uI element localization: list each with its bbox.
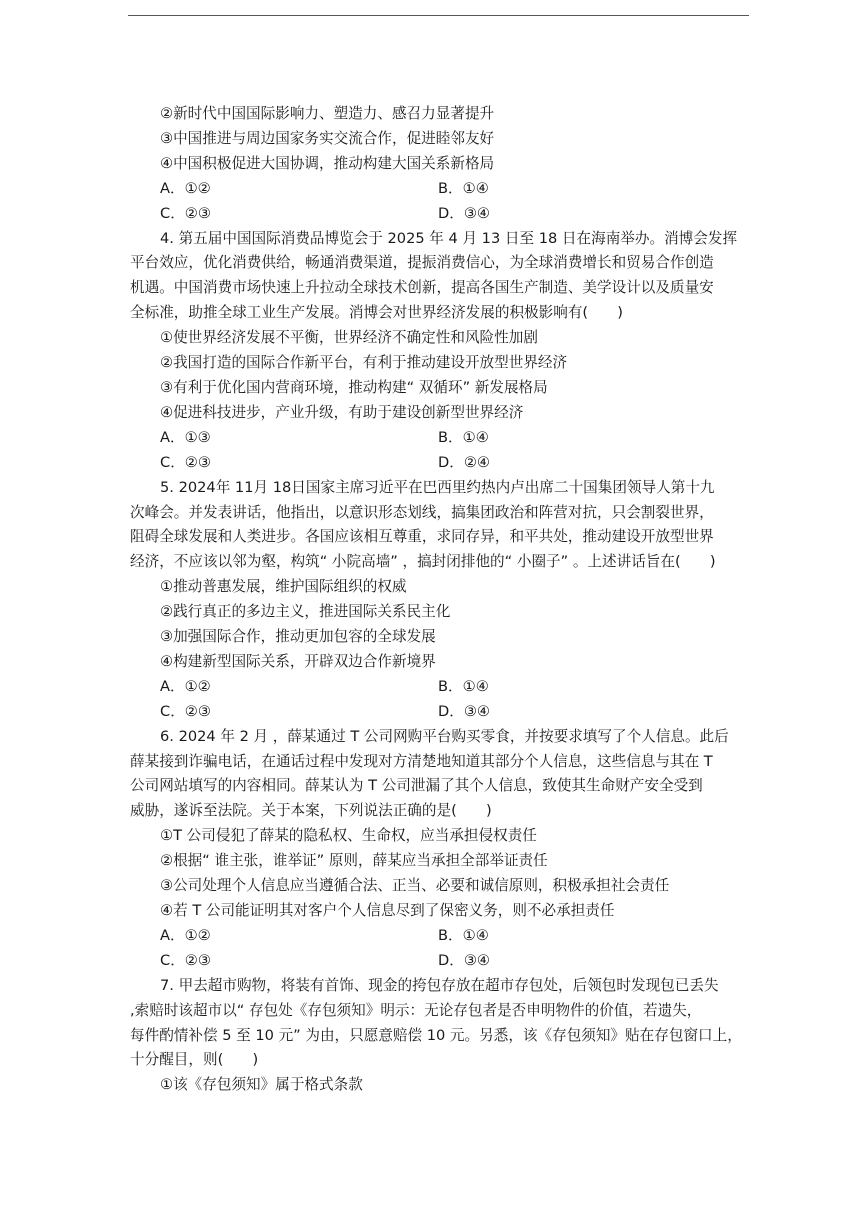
q6-option-1: ①T 公司侵犯了薛某的隐私权、生命权，应当承担侵权责任 <box>160 827 537 845</box>
q6-option-4: ④若 T 公司能证明其对客户个人信息尽到了保密义务，则不必承担责任 <box>160 902 615 919</box>
q5-stem-line: 5. 2024年 11月 18日国家主席习近平在巴西里约热内卢出席二十国集团领导人第十九 <box>160 478 715 496</box>
q5-option-1: ①推动普惠发展，维护国际组织的权威 <box>160 578 407 596</box>
q6-choice-c: C．②③ <box>160 951 211 969</box>
document-body <box>130 102 750 1098</box>
q5-choices-row-1 <box>130 675 750 700</box>
q4-choice-d: D．②④ <box>438 453 490 471</box>
q5-choices-row-2 <box>130 700 750 725</box>
q4-stem-line: 全标准，助推全球工业生产发展。消博会对世界经济发展的积极影响有( ) <box>130 304 623 322</box>
q6-choice-d: D．③④ <box>438 951 490 969</box>
q5-stem-line: 次峰会。并发表讲话，他指出，以意识形态划线，搞集团政治和阵营对抗，只会割裂世界， <box>130 503 714 521</box>
q7-stem-line: 每件酌情补偿 5 至 10 元” 为由，只愿意赔偿 10 元。另悉，该《存包须知》贴在存包窗口上， <box>130 1026 742 1044</box>
q5-choice-b: B．①④ <box>438 677 489 695</box>
q7-option-1: ①该《存包须知》属于格式条款 <box>160 1076 363 1094</box>
q6-choices-row-2 <box>130 949 750 974</box>
q6-option-3: ③公司处理个人信息应当遵循合法、正当、必要和诚信原则，积极承担社会责任 <box>160 877 670 895</box>
q4-option-2: ②我国打造的国际合作新平台，有利于推动建设开放型世界经济 <box>160 354 568 372</box>
q4-option-4: ④促进科技进步，产业升级，有助于建设创新型世界经济 <box>160 403 524 421</box>
q4-stem-line: 4. 第五届中国国际消费品博览会于 2025 年 4 月 13 日至 18 日在海南举办。消博会发挥 <box>160 229 738 247</box>
q6-stem-line: 威胁，遂诉至法院。关于本案，下列说法正确的是( ) <box>130 802 492 820</box>
q6-stem-line: 薛某接到诈骗电话，在通话过程中发现对方清楚地知道其部分个人信息，这些信息与其在 T <box>130 752 713 770</box>
q5-choice-a: A．①② <box>160 677 211 695</box>
q7-stem-line: 7. 甲去超市购物，将装有首饰、现金的挎包存放在超市存包处，后领包时发现包已丢失 <box>160 976 719 994</box>
q6-choice-a: A．①② <box>160 926 211 944</box>
q5-option-4: ④构建新型国际关系，开辟双边合作新境界 <box>160 652 436 670</box>
q4-stem-line: 机遇。中国消费市场快速上升拉动全球技术创新，提高各国生产制造、美学设计以及质量安 <box>130 279 714 297</box>
q5-choice-c: C．②③ <box>160 702 211 720</box>
q5-choice-d: D．③④ <box>438 702 490 720</box>
q7-stem-line: ,索赔时该超市以“ 存包处《存包须知》明示：无论存包者是否申明物件的价值，若遗失， <box>130 1001 702 1019</box>
q6-choice-b: B．①④ <box>438 926 489 944</box>
q3-choice-a: A．①② <box>160 179 211 197</box>
q3-choices-row-2 <box>130 202 750 227</box>
q6-choices-row-1 <box>130 924 750 949</box>
q4-stem-line: 平台效应，优化消费供给，畅通消费渠道，提振消费信心，为全球消费增长和贸易合作创造 <box>130 254 714 272</box>
q4-option-1: ①使世界经济发展不平衡，世界经济不确定性和风险性加剧 <box>160 329 538 347</box>
q3-choice-d: D．③④ <box>438 204 490 222</box>
q5-option-2: ②践行真正的多边主义，推进国际关系民主化 <box>160 603 451 621</box>
q6-option-2: ②根据“ 谁主张，谁举证” 原则，薛某应当承担全部举证责任 <box>160 852 548 870</box>
q4-choice-a: A．①③ <box>160 428 211 446</box>
q6-stem-line: 公司网站填写的内容相同。薛某认为 T 公司泄漏了其个人信息，致使其生命财产安全受到 <box>130 777 703 795</box>
q5-stem-line: 经济，不应该以邻为壑，构筑“ 小院高墙” ，搞封闭排他的“ 小圈子” 。上述讲话旨在( ) <box>130 553 716 571</box>
q4-choices-row-1 <box>130 426 750 451</box>
q5-stem-line: 阻碍全球发展和人类进步。各国应该相互尊重，求同存异，和平共处，推动建设开放型世界 <box>130 528 714 546</box>
q3-choice-c: C．②③ <box>160 204 211 222</box>
q4-option-3: ③有利于优化国内营商环境，推动构建“ 双循环” 新发展格局 <box>160 378 548 396</box>
q3-choices-row-1 <box>130 177 750 202</box>
q6-stem-line: 6. 2024 年 2 月 ，薛某通过 T 公司网购平台购买零食，并按要求填写了个人信息。此后 <box>160 727 729 745</box>
q3-option-4: ④中国积极促进大国协调，推动构建大国关系新格局 <box>160 154 495 172</box>
q5-option-3: ③加强国际合作，推动更加包容的全球发展 <box>160 628 436 646</box>
q3-choice-b: B．①④ <box>438 179 489 197</box>
q4-choices-row-2 <box>130 451 750 476</box>
q3-option-2: ②新时代中国国际影响力、塑造力、感召力显著提升 <box>160 105 495 122</box>
q7-stem-line: 十分醒目，则( ) <box>130 1051 259 1069</box>
header-rule <box>128 15 749 16</box>
q3-option-3: ③中国推进与周边国家务实交流合作，促进睦邻友好 <box>160 129 495 147</box>
q4-choice-c: C．②③ <box>160 453 211 471</box>
q4-choice-b: B．①④ <box>438 428 489 446</box>
